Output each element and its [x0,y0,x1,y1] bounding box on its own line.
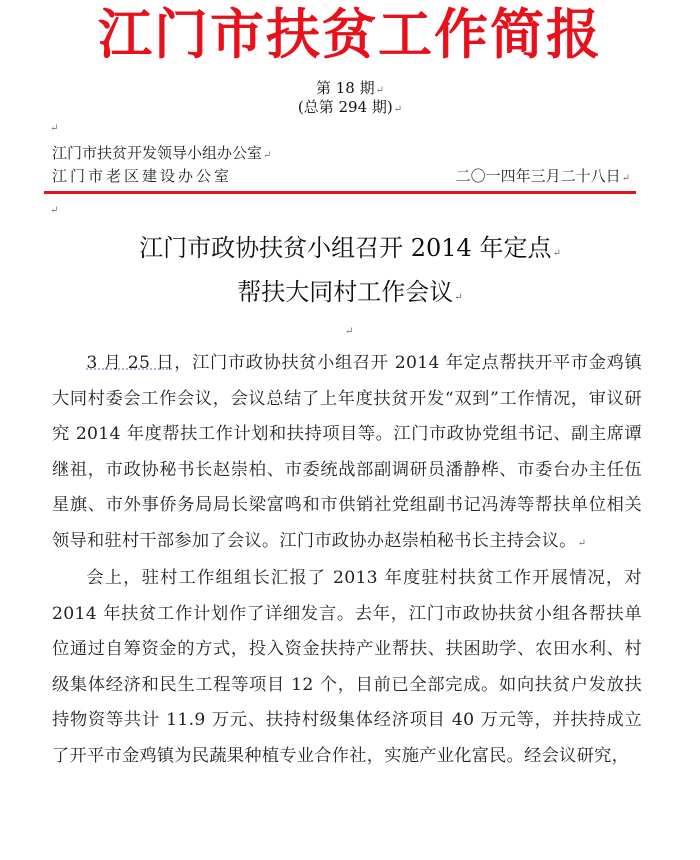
article-paragraph-1 [52,346,642,561]
article-paragraph-2 [52,561,642,774]
article-paragraph-2-text: 会上，驻村工作组组长汇报了 2013 年度驻村扶贫工作开展情况，对 2014 年扶贫工作计划作了详细发言。去年，江门市政协扶贫小组各帮扶单位通过自筹资金的方式，投入资金扶持产业帮扶、扶困助学、农田水利、村级集体经济和民生工程等项目 12 个，目前已全部完成。如向扶贫户发放扶持物资等共计 11.9 万元、扶持村级集体经济项目 40 万元等，并扶持成立了开平市金鸡镇为民蔬果种植专业合作社，实施产业化富民。经会议研究， [52,568,642,766]
issue-date [456,166,630,189]
issue-number-text: 第 18 期 [315,79,375,97]
issuer-office-1-text: 江门市扶贫开发领导小组办公室 [52,144,263,162]
paragraph-mark-icon: ↵ [375,85,384,96]
issuer-office-2: 江门市老区建设办公室 [52,167,233,185]
article-paragraph-1-text: ，江门市政协扶贫小组召开 2014 年定点帮扶开平市金鸡镇大同村委会工作会议，会议总结了上年度扶贫开发“双到”工作情况，审议研究 2014 年度帮扶工作计划和扶持项目等。江门市政协党组书记、副主席谭继祖，市政协秘书长赵崇柏、市委统战部副调研员潘静桦、市委台办主任伍星旗、市外事侨务局局长梁富鸣和市供销社党组副书记冯涛等帮扶单位相关领导和驻村干部参加了会议。江门市政协办赵崇柏秘书长主持会议。 [52,353,642,551]
issue-total [0,97,700,120]
paragraph-mark-icon: ↵ [393,104,403,115]
paragraph-mark-icon: ↵ [50,123,59,134]
paragraph-mark-icon: ↵ [621,173,630,184]
paragraph-mark-icon: ↵ [345,326,354,337]
issuer-office-1 [52,143,271,166]
issue-date-text: 二〇一四年三月二十八日 [455,167,621,185]
paragraph-mark-icon: ↵ [50,205,59,216]
red-header-rule [44,191,636,194]
article-title-line-2 [0,276,700,314]
meeting-date: 3 月 25 日 [86,353,175,373]
masthead-title: 江门市扶贫工作简报 [98,2,602,66]
article-body [52,346,642,774]
issue-total-text: (总第 294 期) [297,98,393,116]
article-title-line-1-text: 江门市政协扶贫小组召开 2014 年定点 [139,234,552,262]
paragraph-mark-icon: ↵ [552,248,561,259]
paragraph-mark-icon: ↵ [263,150,272,161]
paragraph-mark-icon: ↵ [454,292,463,303]
article-title-line-1 [0,232,700,270]
paragraph-mark-icon: ↵ [577,537,587,549]
article-title-line-2-text: 帮扶大同村工作会议 [237,278,454,306]
